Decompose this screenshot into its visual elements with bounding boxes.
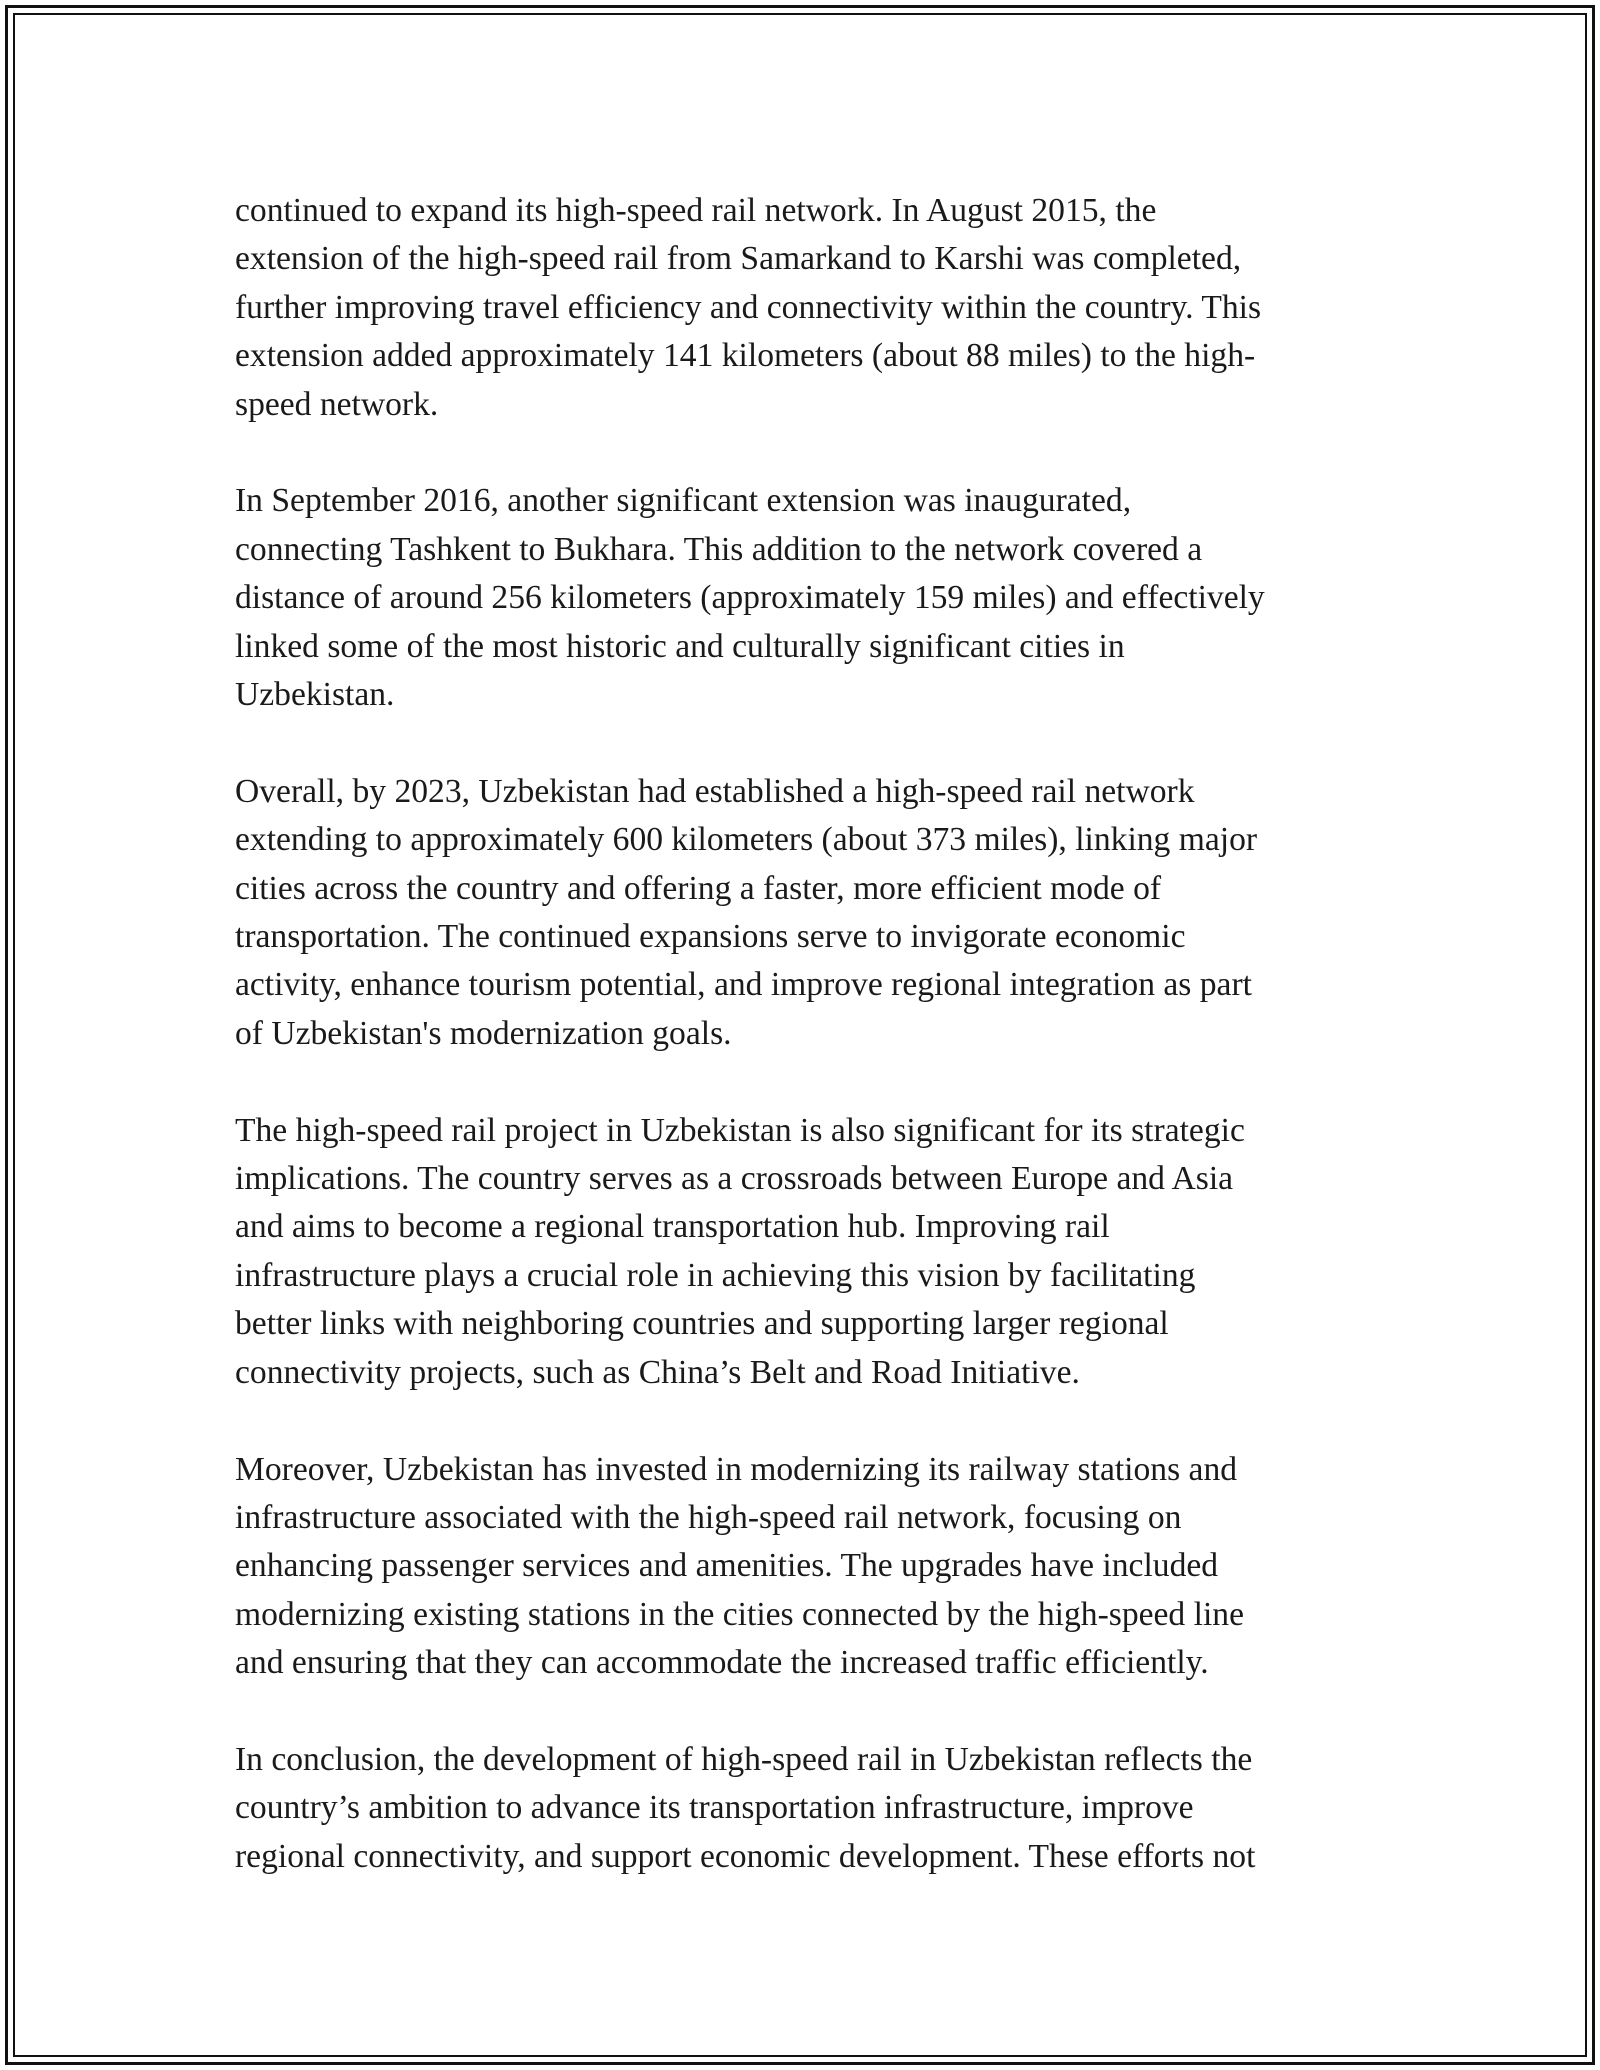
paragraph-strategic-implications: The high-speed rail project in Uzbekistan is also significant for its strategic implications. The country serves as a crossroads between Europe and Asia and aims to become a regional transportation hub. Improving rail infrastructure plays a crucial role in achieving this vision by facilitating better links with neighboring countries and supporting larger regional connectivity projects, such as China’s Belt and Road Initiative. bbox=[235, 1111, 1245, 1391]
paragraph-tashkent-bukhara: In September 2016, another significant extension was inaugurated, connecting Tashkent to Bukhara. This addition to the network covered a distance of around 256 kilometers (approximately 159 miles) and effectively linked some of the most historic and culturally significant cities in Uzbekistan. bbox=[235, 482, 1265, 714]
paragraph-conclusion: In conclusion, the development of high-speed rail in Uzbekistan reflects the country’s ambition to advance its transportation infrastructure, improve regional connectivity, and support economic development. These efforts not bbox=[235, 1740, 1256, 1875]
paragraph-network-overall: Overall, by 2023, Uzbekistan had established a high-speed rail network extending to approximately 600 kilometers (about 373 miles), linking major cities across the country and offering a faster, more efficient mode of transportation. The continued expansions serve to invigorate economic activity, enhance tourism potential, and improve regional integration as part of Uzbekistan's modernization goals. bbox=[235, 772, 1258, 1052]
paragraph-samarkand-karshi: continued to expand its high-speed rail network. In August 2015, the extension of the high-speed rail from Samarkand to Karshi was completed, further improving travel efficiency and connectivity within the country. This extension added approximately 141 kilometers (about 88 miles) to the high- speed network. bbox=[235, 192, 1262, 423]
document-body bbox=[235, 187, 1375, 1881]
paragraph-station-modernization: Moreover, Uzbekistan has invested in modernizing its railway stations and infrastructure associated with the high-speed rail network, focusing on enhancing passenger services and amenities. The upgrades have included modernizing existing stations in the cities connected by the high-speed line and ensuring that they can accommodate the increased traffic efficiently. bbox=[235, 1450, 1244, 1682]
